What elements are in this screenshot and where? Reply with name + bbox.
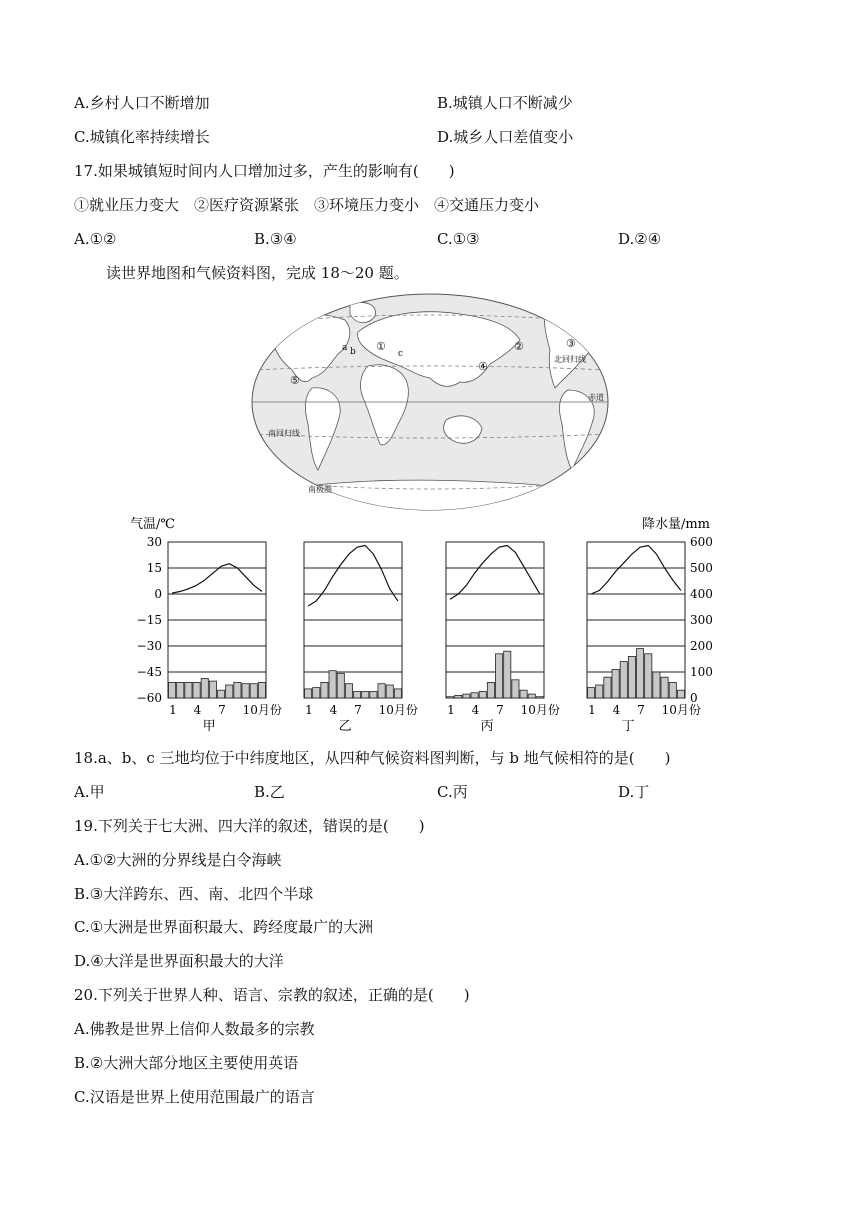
climate-chart-1 — [168, 542, 282, 734]
month-tick-label: 1 — [305, 703, 313, 717]
climate-chart-2 — [304, 542, 418, 734]
q19-option-b: B.③大洋跨东、西、南、北四个半球 — [74, 885, 314, 903]
precip-bar — [628, 656, 635, 698]
map-label-circle-2: ② — [514, 340, 524, 353]
month-tick-label: 10月份 — [242, 703, 282, 717]
q18-option-d: D.丁 — [618, 783, 650, 801]
precip-bar — [496, 654, 503, 698]
precip-bar — [313, 688, 320, 698]
q17-option-a: A.①② — [74, 230, 117, 248]
temp-tick-label: −15 — [136, 613, 162, 627]
map-label-c: c — [398, 349, 404, 359]
precip-tick-label: 0 — [690, 691, 698, 705]
precip-bar — [520, 690, 527, 698]
month-tick-label: 4 — [329, 703, 338, 717]
precip-bar — [337, 673, 344, 698]
map-label-a: a — [342, 343, 348, 353]
precip-bar — [447, 697, 454, 698]
precip-bar — [612, 669, 619, 698]
precip-bar — [677, 690, 684, 698]
month-tick-label: 4 — [471, 703, 480, 717]
q17-statements: ①就业压力变大 ②医疗资源紧张 ③环境压力变小 ④交通压力变小 — [74, 196, 540, 214]
precip-bar — [604, 677, 611, 698]
map-label-circle-3: ③ — [566, 337, 576, 350]
precip-bar — [653, 672, 660, 698]
precip-bar — [226, 685, 233, 698]
precip-bar — [487, 682, 494, 698]
reading-intro: 读世界地图和气候资料图，完成 18～20 题。 — [106, 264, 409, 282]
month-tick-label: 7 — [496, 703, 504, 717]
q18-option-a: A.甲 — [74, 783, 105, 801]
station-name: 丁 — [621, 719, 635, 734]
station-name: 乙 — [338, 719, 352, 734]
station-name: 丙 — [480, 719, 494, 734]
world-map — [250, 292, 610, 512]
precip-tick-label: 500 — [690, 561, 713, 575]
precip-bar — [479, 692, 486, 699]
temp-tick-label: 0 — [154, 587, 162, 601]
map-label-antarctic-circle: 南极圈 — [308, 485, 332, 494]
q16-option-b: B.城镇人口不断减少 — [437, 94, 573, 112]
greenland-landmass — [350, 303, 375, 323]
month-tick-label: 7 — [637, 703, 645, 717]
month-tick-label: 4 — [193, 703, 202, 717]
precip-bar — [455, 695, 462, 698]
precip-tick-label: 300 — [690, 613, 713, 627]
temperature-line — [591, 546, 681, 595]
q19-stem: 19.下列关于七大洲、四大洋的叙述，错误的是( ) — [74, 817, 425, 835]
temp-tick-label: −45 — [136, 665, 162, 679]
climate-chart-4 — [587, 542, 701, 734]
q18-option-c: C.丙 — [437, 783, 468, 801]
precip-bar — [345, 684, 352, 698]
precip-bar — [169, 682, 176, 698]
precip-bar — [620, 662, 627, 698]
precip-bar — [386, 685, 393, 698]
month-tick-label: 4 — [612, 703, 621, 717]
station-name: 甲 — [202, 719, 216, 734]
month-tick-label: 7 — [218, 703, 226, 717]
month-tick-label: 7 — [354, 703, 362, 717]
precip-bar — [201, 679, 208, 699]
map-label-equator: 赤道 — [588, 393, 604, 402]
map-label-b: b — [350, 347, 356, 357]
month-tick-label: 10月份 — [520, 703, 560, 717]
precip-bar — [321, 682, 328, 698]
precip-bar — [305, 689, 312, 698]
precip-bar — [394, 689, 401, 698]
month-tick-label: 10月份 — [378, 703, 418, 717]
map-label-circle-4: ④ — [478, 360, 488, 373]
climate-chart-3 — [446, 542, 560, 734]
precip-bar — [637, 649, 644, 698]
precip-bar — [588, 688, 595, 698]
q17-option-b: B.③④ — [254, 230, 297, 248]
precip-bar — [209, 681, 216, 698]
temp-tick-label: 15 — [146, 561, 162, 575]
q18-stem: 18.a、b、c 三地均位于中纬度地区，从四种气候资料图判断，与 b 地气候相符的是( ) — [74, 749, 671, 767]
q17-option-d: D.②④ — [618, 230, 662, 248]
temp-tick-label: 30 — [146, 535, 162, 549]
precip-bar — [528, 694, 535, 698]
precip-bar — [596, 685, 603, 698]
precip-bar — [536, 697, 543, 698]
precip-bar — [193, 682, 200, 698]
q20-stem: 20.下列关于世界人种、语言、宗教的叙述，正确的是( ) — [74, 986, 470, 1004]
month-tick-label: 1 — [588, 703, 596, 717]
climate-charts — [120, 514, 720, 736]
precip-bar — [329, 671, 336, 698]
precip-axis-label: 降水量/mm — [641, 517, 710, 532]
precip-bar — [234, 682, 241, 698]
q16-option-c: C.城镇化率持续增长 — [74, 128, 210, 146]
precip-bar — [378, 684, 385, 698]
temperature-line — [450, 546, 540, 600]
precip-bar — [177, 682, 184, 698]
temperature-line — [308, 546, 398, 607]
month-tick-label: 1 — [169, 703, 177, 717]
temp-tick-label: −60 — [136, 691, 162, 705]
map-label-north-tropic: 北回归线 — [554, 355, 586, 364]
precip-bar — [185, 682, 192, 698]
q19-option-d: D.④大洋是世界面积最大的大洋 — [74, 952, 284, 970]
q16-option-d: D.城乡人口差值变小 — [437, 128, 574, 146]
q20-option-a: A.佛教是世界上信仰人数最多的宗教 — [74, 1020, 315, 1038]
q19-option-c: C.①大洲是世界面积最大、跨经度最广的大洲 — [74, 918, 374, 936]
precip-tick-label: 600 — [690, 535, 713, 549]
month-tick-label: 1 — [447, 703, 455, 717]
precip-bar — [504, 651, 511, 698]
temp-axis-label: 气温/℃ — [130, 517, 175, 532]
precip-bar — [512, 680, 519, 698]
precip-bar — [669, 682, 676, 698]
q17-stem: 17.如果城镇短时间内人口增加过多，产生的影响有( ) — [74, 162, 455, 180]
precip-bar — [661, 677, 668, 698]
precip-bar — [258, 682, 265, 698]
map-label-circle-5: ⑤ — [290, 374, 300, 387]
q17-option-c: C.①③ — [437, 230, 480, 248]
map-label-south-tropic: 南回归线 — [268, 429, 300, 438]
precip-bar — [218, 690, 225, 698]
precip-bar — [362, 692, 369, 699]
temp-tick-label: −30 — [136, 639, 162, 653]
precip-bar — [354, 692, 361, 699]
month-tick-label: 10月份 — [661, 703, 701, 717]
q19-option-a: A.①②大洲的分界线是白令海峡 — [74, 851, 282, 869]
q20-option-c: C.汉语是世界上使用范围最广的语言 — [74, 1088, 315, 1106]
precip-bar — [250, 684, 257, 698]
map-label-circle-1: ① — [376, 340, 386, 353]
precip-bar — [645, 654, 652, 698]
precip-tick-label: 100 — [690, 665, 713, 679]
precip-bar — [471, 693, 478, 698]
q18-option-b: B.乙 — [254, 783, 285, 801]
precip-bar — [242, 684, 249, 698]
q20-option-b: B.②大洲大部分地区主要使用英语 — [74, 1054, 299, 1072]
precip-bar — [463, 694, 470, 698]
precip-tick-label: 400 — [690, 587, 713, 601]
precip-bar — [370, 692, 377, 699]
precip-tick-label: 200 — [690, 639, 713, 653]
q16-option-a: A.乡村人口不断增加 — [74, 94, 210, 112]
